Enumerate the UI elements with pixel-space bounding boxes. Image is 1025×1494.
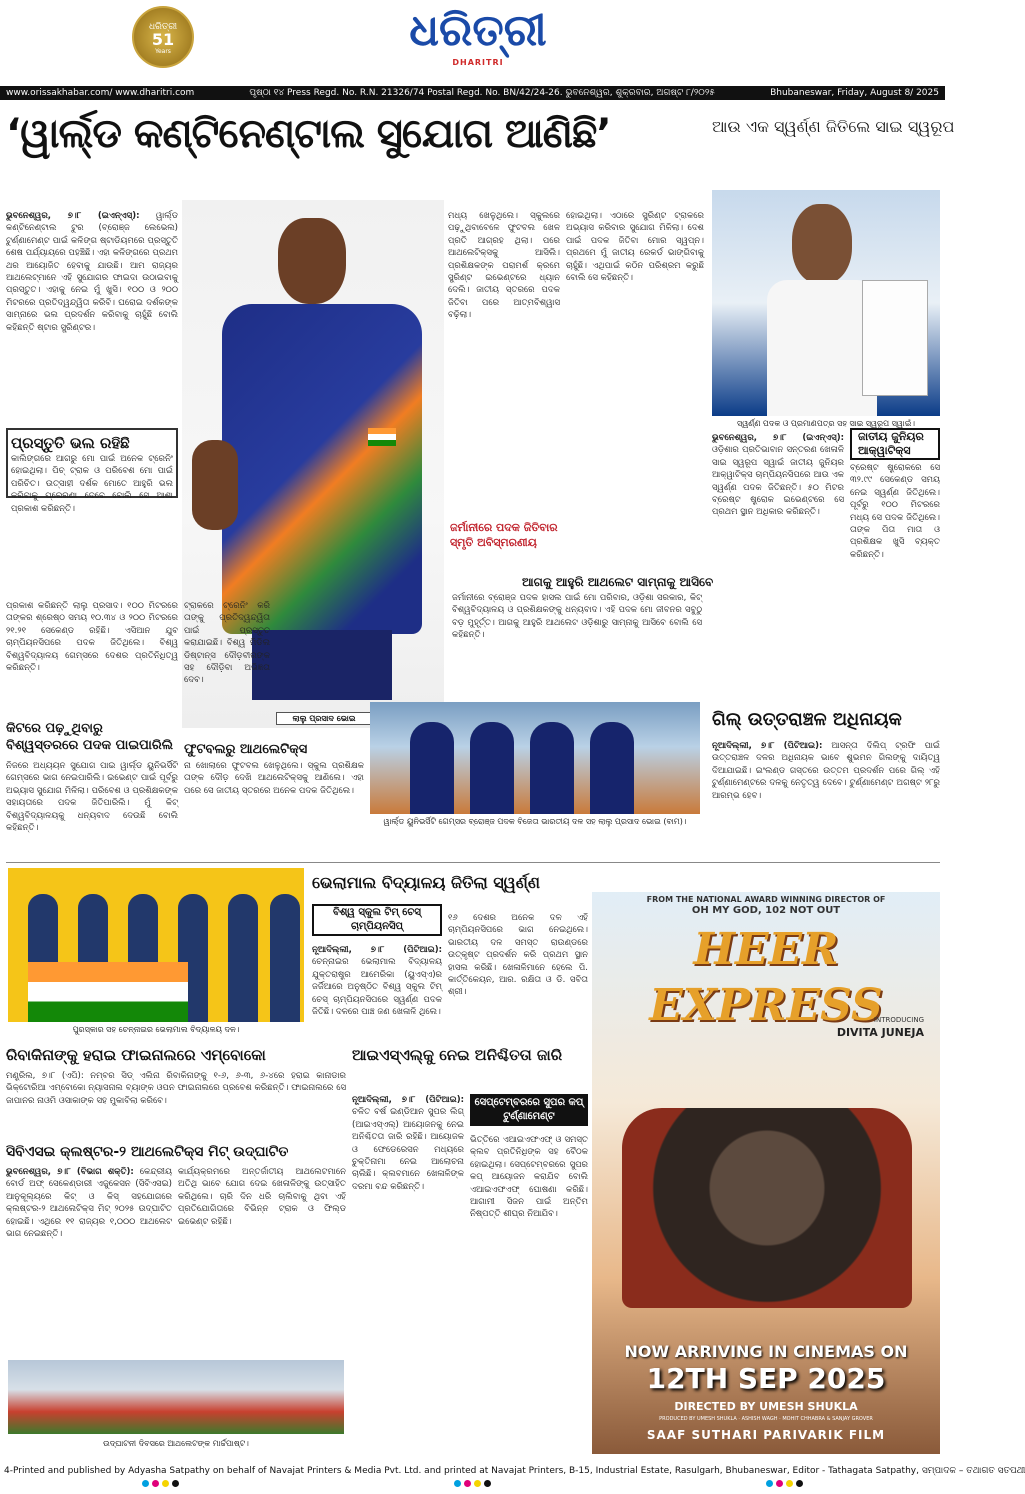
lead-subhead: ପ୍ରସ୍ତୁତି ଭଲ ରହିଛି (11, 434, 130, 452)
athlete-jersey-shape (222, 304, 422, 634)
relay-photo-caption: ୱାର୍ଲ୍ଡ ୟୁନିଭର୍ସିଟି ଗେମ୍ସର ବ୍ରୋଞ୍ଜ ପଦକ ବିଜେତା ଭାରତୀୟ ଦଳ ସହ ଲାଲୁ ପ୍ରସାଦ ଭୋଇ (ବାମ)। (383, 817, 687, 826)
relay-athlete-2 (470, 722, 514, 814)
cbse-dateline: ଭୁବନେଶ୍ୱର, ୭।୮ (ବିଭାଗ ଶକ୍ତି): (6, 1167, 134, 1177)
india-flag-banner (28, 962, 188, 1022)
lead-col6-text: ଟ୍ରାକରେ ଟ୍ରେନିଂ କରି ତାଙ୍କୁ ପ୍ରତିଦ୍ୱନ୍ଦ୍ୱିତା ପାଇଁ ପ୍ରସ୍ତୁତ କରାଯାଇଛି। ବିଶ୍ୱ ମିଡିଲ ଡିଷ୍ଟାନ୍ସ ଦୌଡ଼ବୀରଙ୍କ ସହ ଦୌଡ଼ିବା ଅଭିଜ୍ଞତା ଦେବ। (184, 601, 270, 686)
relay-athlete-1 (410, 722, 454, 814)
movie-advertisement[interactable] (592, 868, 940, 1454)
isl-column-2 (470, 1134, 588, 1456)
ad-credits: PRODUCED BY UMESH SHUKLA · ASHISH WAGH · MOHIT CHHABRA & SANJAY GROVER (659, 1416, 873, 1422)
edition-date: Bhubaneswar, Friday, August 8/ 2025 (770, 88, 939, 98)
gill-text-block (712, 740, 940, 852)
isl-col1-text: ଚଳିତ ବର୍ଷ ଇଣ୍ଡିଆନ ସୁପର ଲିଗ୍ (ଆଇଏସ୍‌ଏଲ୍) ଆୟୋଜନକୁ ନେଇ ଅନିଶ୍ଚିତତା ଜାରି ରହିଛି। ଆୟୋଜକ ଓ ଫେଡେରେସନ ମଧ୍ୟରେ ଚୁକ୍ତିନାମା ନେଇ ଆଲୋଚନା ଚାଲିଛି। କ୍ଲବମାନେ ଖେଳାଳିଙ୍କ ଦରମା ବନ୍ଦ କରିଛନ୍ତି। (352, 1107, 464, 1192)
school-col1-text: ଚେନ୍ନାଇର ଭେଲାମାଲ ବିଦ୍ୟାଳୟ ଯୁକ୍ତରାଷ୍ଟ୍ର ଆମେରିକା (ୟୁଏସ୍‌ଏ)ର ଜର୍ଜିଆରେ ଅନୁଷ୍ଠିତ ବିଶ୍ୱ ସ୍କୁଲ ଟିମ୍ ଚେସ୍ ଚାମ୍ପିୟନସିପରେ ସ୍ୱର୍ଣ୍ଣ ପଦକ ଜିତିଛି। ଦଳରେ ପାଞ୍ଚ ଜଣ ଖେଳାଳି ଥିଲେ। (312, 957, 442, 1018)
side-column-2 (850, 462, 940, 702)
school-team-photo (8, 868, 304, 1022)
ad-tagline-1: FROM THE NATIONAL AWARD WINNING DIRECTOR OF (646, 895, 886, 904)
relay-team-photo (370, 702, 700, 814)
logo-subtext: DHARITRI (452, 58, 504, 67)
athlete-photo-caption: ଲାଲୁ ପ୍ରସାଦ ଭୋଇ (276, 712, 372, 725)
lead-column-5 (6, 600, 178, 710)
lead-headline[interactable]: ‘ୱାର୍ଲ୍ଡ କଣ୍ଟିନେଣ୍ଟାଲ ସୁଯୋଗ ଆଣିଛି’ (6, 111, 611, 157)
lead-col7-text: ନିଜରେ ଅଧ୍ୟୟନ ସୁଯୋଗ ପାଇ ୱାର୍ଲ୍ଡ ୟୁନିଭର୍ସିଟି ଗେମ୍ସରେ ଭାଗ ନେଇପାରିଲି। ଇଭେଣ୍ଟ ପାଇଁ ପୂର୍ବରୁ ଅଭ୍ୟାସ ସୁଯୋଗ ମିଳିଲା। ପରିବେଶ ଓ ପ୍ରଶିକ୍ଷକଙ୍କ ସହାୟତାରେ ପଦକ ଜିତିପାରିଲି। ମୁଁ କିଟ୍‌ ବିଶ୍ୱବିଦ୍ୟାଳୟକୁ ଧନ୍ୟବାଦ ଦେଉଛି ବୋଲି କହିଛନ୍ତି। (6, 761, 178, 834)
lead-subhead-3: ଫୁଟବଲରୁ ଆଥଲେଟିକ୍ସ (184, 742, 308, 757)
side-dateline: ଭୁବନେଶ୍ୱର, ୭।୮ (ଇଏନ୍‌ଏସ୍‌): (712, 433, 844, 443)
lead-column-3 (448, 210, 560, 456)
cbse-headline[interactable]: ସିବିଏସଇ କ୍ଲଷ୍ଟର-୨ ଆଥଲେଟିକ୍ସ ମିଟ୍ ଉଦ୍‌ଘାଟିତ (6, 1144, 289, 1160)
registration-line: ପୃଷ୍ଠା ୧୪ Press Regd. No. R.N. 21326/74 Postal Regd. No. BN/42/24-26. ଭୁବନେଶ୍ୱର, ଶୁକ୍ରବାର, ଅଗଷ୍ଟ ୮/୨୦୨୫ (249, 88, 715, 98)
gill-text: ଆସନ୍ତା ଦିଲିପ୍ ଟ୍ରଫି ପାଇଁ ଉତ୍ତରାଞ୍ଚଳ ଦଳର ଅଧିନାୟକ ଭାବେ ଶୁଭମନ ଗିଲଙ୍କୁ ଦାୟିତ୍ୱ ଦିଆଯାଇଛି। ଇଂଲଣ୍ଡ ଗସ୍ତରେ ଉତ୍ତମ ପ୍ରଦର୍ଶନ ପରେ ଗିଲ୍ ଏହି ଟୁର୍ଣ୍ଣାମେଣ୍ଟରେ ଦଳକୁ ନେତୃତ୍ୱ ଦେବେ। ଟୁର୍ଣ୍ଣାମେଣ୍ଟ ଅଗଷ୍ଟ ୨୮ରୁ ଆରମ୍ଭ ହେବ। (712, 741, 941, 801)
masthead (0, 0, 945, 84)
registration-marks (4, 1480, 941, 1487)
ad-release-line: NOW ARRIVING IN CINEMAS ON (624, 1342, 908, 1361)
footer-imprint (0, 1464, 1025, 1494)
swimmer-head-shape (792, 204, 852, 284)
isl-headline[interactable]: ଆଇଏସ୍‌ଏଲ୍‌କୁ ନେଇ ଅନିଶ୍ଚିତତା ଜାରି (352, 1046, 563, 1064)
ad-director: DIRECTED BY UMESH SHUKLA (674, 1400, 858, 1413)
side-col2-text: ବ୍ରେଷ୍ଟ ଷ୍ଟ୍ରୋକରେ ସେ ୩୨.୯୯ ସେକେଣ୍ଡ ସମୟ ନେଇ ସ୍ୱର୍ଣ୍ଣ ଜିତିଥିଲେ। ପୂର୍ବରୁ ୧୦୦ ମିଟରରେ ମଧ୍ୟ ସେ ପଦକ ଜିତିଥିଲେ। ତାଙ୍କ ପିତା ମାତା ଓ ପ୍ରଶିକ୍ଷକ ଖୁସି ବ୍ୟକ୍ତ କରିଛନ୍ତି। (850, 463, 940, 560)
school-column-2 (448, 912, 588, 1034)
newspaper-logo[interactable] (378, 4, 578, 74)
swimmer-photo-caption: ସ୍ୱର୍ଣ୍ଣ ପଦକ ଓ ପ୍ରମାଣପତ୍ର ସହ ସାଇ ସ୍ୱରୂପ ସ୍ୱାଇଁ। (737, 419, 915, 428)
relay-athlete-3 (530, 722, 574, 814)
india-flag-icon (368, 428, 396, 446)
school-person-5 (228, 894, 258, 1022)
ad-film-title: HEER EXPRESS (649, 924, 883, 1031)
athlete-head-shape (278, 218, 346, 304)
cbse-stadium-photo (8, 1360, 344, 1434)
ad-tagline (592, 894, 940, 916)
school-column-1 (312, 944, 442, 1034)
ad-star-name: DIVITA JUNEJA (836, 1026, 924, 1039)
tennis-text: ମଣ୍ଟ୍ରିଲ, ୭।୮ (ଏପି): ନମ୍ବର ସିଡ୍ ଏଲିନା ରିବାକିନାଙ୍କୁ ୧-୬, ୬-୩, ୬-୪ରେ ହରାଇ କାନାଡାର ଭିକ୍ଟୋରିଆ ଏମ୍‌ବୋକୋ ନ୍ୟାସନାଲ ବ୍ୟାଙ୍କ ଓପନ ଫାଇନାଲରେ ପ୍ରବେଶ କରିଛନ୍ତି। ଫାଇନାଲରେ ସେ ଜାପାନର ନାଓମି ଓସାକାଙ୍କ ସହ ମୁକାବିଲା କରିବେ। (6, 1071, 346, 1106)
gill-headline[interactable]: ଗିଲ୍ ଉତ୍ତରାଞ୍ଚଳ ଅଧିନାୟକ (712, 709, 902, 730)
anniversary-number: 51 (151, 30, 175, 49)
isl-dateline: ନୂଆଦିଲ୍ଲୀ, ୭।୮ (ପିଟିଆଇ): (352, 1095, 464, 1105)
anniversary-badge (132, 6, 194, 68)
anniversary-label: ଧରିତ୍ରୀ (148, 22, 178, 32)
logo-text: ଧରିତ୍ରୀ (409, 5, 547, 56)
lead-column-4 (566, 210, 704, 562)
section-divider (6, 862, 940, 863)
victory-hand-shape (192, 440, 238, 530)
lead-box-text: କାଲିଙ୍ଗରେ ଆଗରୁ ମୋ ପାଇଁ ଅନେକ ଟ୍ରେନିଂ ହୋଇଥିଲା। ପିଚ୍‌ ଟ୍ରାକ ଓ ପରିବେଶ ମୋ ପାଇଁ ପରିଚିତ। ଉତ୍ସାହୀ ଦର୍ଶକ ମୋତେ ଆହୁରି ଭଲ କରିବାକୁ ପ୍ରେରଣା ଦେବେ ବୋଲି ସେ ଆଶା ପ୍ରକାଶ କରିଛନ୍ତି। (11, 454, 173, 514)
side-col1-text: ଓଡ଼ିଶାର ପ୍ରତିଭାବାନ ସନ୍ତରଣ ଖେଳାଳି ସାଇ ସ୍ୱରୂପ ସ୍ୱାଇଁ ଜାତୀୟ ଜୁନିୟର ଆକ୍ୱାଟିକ୍ସ ଚାମ୍ପିୟନସିପରେ ଆଉ ଏକ ସ୍ୱର୍ଣ୍ଣ ପଦକ ଜିତିଛନ୍ତି। ୫୦ ମିଟର ବ୍ରେଷ୍ଟ ଷ୍ଟ୍ରୋକ ଇଭେଣ୍ଟରେ ସେ ପ୍ରଥମ ସ୍ଥାନ ଅଧିକାର କରିଛନ୍ତି। (712, 445, 844, 518)
swimmer-body-shape (767, 280, 877, 416)
isl-box-head: ସେପ୍ଟେମ୍ବରରେ ସୁପର କପ୍ ଟୁର୍ଣ୍ଣାମେଣ୍ଟ (470, 1094, 588, 1126)
side-headline[interactable]: ଆଉ ଏକ ସ୍ୱର୍ଣ୍ଣ ଜିତିଲେ ସାଇ ସ୍ୱରୂପ (712, 117, 955, 136)
school-person-6 (270, 894, 300, 1022)
lead-column-7 (6, 760, 178, 864)
athlete-shorts-shape (252, 630, 392, 700)
relay-athlete-4 (590, 722, 634, 814)
swimmer-photo (712, 190, 940, 416)
cbse-col2-text: କାର୍ଯ୍ୟକ୍ରମରେ ଅନ୍ତର୍ଜାତୀୟ ଆଥଲେଟମାନେ ଅତିଥି ଭାବେ ଯୋଗ ଦେଇ ଖେଳାଳିଙ୍କୁ ଉତ୍ସାହିତ କରିଥିଲେ। ଚାରି ଦିନ ଧରି ଚାଲିବାକୁ ଥିବା ଏହି ପ୍ରତିଯୋଗିତାରେ ବିଭିନ୍ନ ଟ୍ରାକ ଓ ଫିଲ୍ଡ ଇଭେଣ୍ଟ ରହିଛି। (178, 1167, 346, 1227)
school-dateline: ନୂଆଦିଲ୍ଲୀ, ୭।୮ (ପିଟିଆଇ): (312, 945, 442, 955)
cbse-col1-text: କେନ୍ଦ୍ରୀୟ ବୋର୍ଡ ଅଫ୍ ସେକେଣ୍ଡାରୀ ଏଜୁକେସନ (ସିବିଏସଇ) ଆନୁକୂଲ୍ୟରେ କିଟ୍ ଓ କିସ୍ ସହଯୋଗରେ କ୍ଲଷ୍ଟର-୨ ଆଥଲେଟିକ୍ସ ମିଟ୍ ୨୦୨୫ ଉଦ୍‌ଘାଟିତ ହୋଇଛି। ଏଥିରେ ୧୧ ରାଜ୍ୟର ୧,୦୦୦ ଆଥଲେଟ ଭାଗ ନେଇଛନ୍ତି। (6, 1167, 172, 1240)
isl-column-1 (352, 1094, 464, 1456)
cbse-column-1 (6, 1166, 172, 1356)
school-box-head: ବିଶ୍ୱ ସ୍କୁଲ ଟିମ୍ ଚେସ୍ ଚାମ୍ପିୟନସିପ୍ (312, 904, 442, 936)
lead-subbox (6, 428, 178, 514)
relay-subhead: ଆଗକୁ ଆହୁରି ଆଥଲେଟ ସାମ୍ନାକୁ ଆସିବେ (522, 575, 714, 589)
lead-col1-text: ୱାର୍ଲ୍ଡ କଣ୍ଟିନେଣ୍ଟାଲ ଟୁର (ବ୍ରୋଞ୍ଜ ଲେଭେଲ) ଟୁର୍ଣ୍ଣାମେଣ୍ଟ ପାଇଁ କଳିଙ୍ଗ ଷ୍ଟାଡିୟମରେ ପ୍ରସ୍ତୁତି ଶେଷ ପର୍ଯ୍ୟାୟରେ ପହଞ୍ଚିଛି। ଏହା କଳିଙ୍ଗରେ ପ୍ରଥମ ଥର ଆୟୋଜିତ ହେବାକୁ ଯାଉଛି। ଆମ ରାଜ୍ୟର ଆଥଲେଟ୍‌ମାନେ ଏହି ସୁଯୋଗର ଫାଇଦା ଉଠାଇବାକୁ ପ୍ରସ୍ତୁତ। ଏହାକୁ ନେଇ ମୁଁ ଖୁସି। ୧୦୦ ଓ ୨୦୦ ମିଟରରେ ପ୍ରତିଦ୍ୱନ୍ଦ୍ୱିତା କରିବି। ଘରୋଇ ଦର୍ଶକଙ୍କ ସାମ୍ନାରେ ଭଲ ପ୍ରଦର୍ଶନ କରିବାକୁ ଚାହୁଁଛି ବୋଲି କହିଛନ୍ତି ଷ୍ଟାର ସ୍ପ୍ରିଣ୍ଟର। (6, 211, 178, 333)
relay-text: ଜର୍ମାନୀରେ ବ୍ରୋଞ୍ଜ ପଦକ ହାସଲ ପାଇଁ ମୋ ପରିବାର, ଓଡ଼ିଶା ସରକାର, କିଟ୍‌ ବିଶ୍ୱବିଦ୍ୟାଳୟ ଓ ପ୍ରଶିକ୍ଷକଙ୍କୁ ଧନ୍ୟବାଦ। ଏହି ପଦକ ମୋ ଜୀବନର ସବୁଠୁ ବଡ଼ ମୁହୂର୍ତ୍ତ। ଆଗକୁ ଆହୁରି ଆଥଲେଟ ଓଡ଼ିଶାରୁ ସାମ୍ନାକୁ ଆସିବେ ବୋଲି ସେ କହିଛନ୍ତି। (452, 593, 702, 641)
side-column-1 (712, 432, 844, 702)
cmyk-mark-1 (142, 1480, 179, 1487)
gill-dateline: ନୂଆଦିଲ୍ଲୀ, ୭।୮ (ପିଟିଆଇ): (712, 741, 823, 751)
lead-pull-quote: ଜର୍ମାନୀରେ ପଦକ ଜିତିବାର ସ୍ମୃତି ଅବିସ୍ମରଣୀୟ (450, 521, 558, 549)
ad-slogan: SAAF SUTHARI PARIVARIK FILM (646, 1428, 886, 1442)
lead-col4-text: ହୋଇଥିଲା। ଏଠାରେ ସ୍ପ୍ରିଣ୍ଟ ଟ୍ରାକରେ ଅଭ୍ୟାସ କରିବାର ସୁଯୋଗ ମିଳିଲା। ଦେଶ ପାଇଁ ପଦକ ଜିତିବା ମୋର ସ୍ୱପ୍ନ। ପ୍ରଥମେ ମୁଁ ଜାତୀୟ ରେକର୍ଡ ଭାଙ୍ଗିବାକୁ ଚାହୁଁଛି। ଏଥିପାଇଁ କଠିନ ପରିଶ୍ରମ କରୁଛି ବୋଲି ସେ କହିଛନ୍ତି। (566, 211, 704, 284)
info-strip (0, 86, 945, 100)
ad-tagline-2: OH MY GOD, 102 NOT OUT (691, 905, 841, 916)
ad-logo-bar (592, 868, 940, 892)
school-headline[interactable]: ଭେଲାମାଲ ବିଦ୍ୟାଳୟ ଜିତିଲା ସ୍ୱର୍ଣ୍ଣ (312, 873, 540, 892)
ad-introducing: INTRODUCING (873, 1016, 924, 1024)
tennis-headline[interactable]: ରିବାକିନାଙ୍କୁ ହରାଇ ଫାଇନାଲରେ ଏମ୍‌ବୋକୋ (6, 1046, 266, 1064)
ad-release-date: 12TH SEP 2025 (646, 1362, 886, 1395)
lead-subhead-2: କିଟରେ ପଢ଼ୁଥିବାରୁ ବିଶ୍ୱସ୍ତରରେ ପଦକ ପାଇପାରିଲି (6, 721, 174, 753)
lead-dateline: ଭୁବନେଶ୍ୱର, ୭।୮ (ଇଏନ୍‌ଏସ୍‌): (6, 211, 140, 221)
footer-imprint-text: 4-Printed and published by Adyasha Satpathy on behalf of Navajat Printers & Media Pvt. Ltd. and printed at Navajat Printers, B-15, Industrial Estate, Rasulgarh, Bhubaneswar, Editor - Tathagata Satpathy, ସମ୍ପାଦକ – ତଥାଗତ ସତପଥୀ (4, 1466, 1025, 1476)
anniversary-unit: Years (155, 48, 171, 55)
lead-column-8 (184, 760, 364, 864)
lead-column-6 (184, 600, 270, 710)
lead-col8-text: ନା ଖୋଲାରେ ଫୁଟବଲ ଖେଳୁଥିଲେ। ସ୍କୁଲ ପ୍ରଶିକ୍ଷକ ତାଙ୍କ ଦୌଡ଼ ଦେଖି ଆଥଲେଟିକ୍ସକୁ ଆଣିଲେ। ଏହା ପରେ ସେ ଜାତୀୟ ସ୍ତରରେ ଅନେକ ପଦକ ଜିତିଥିଲେ। (184, 761, 364, 796)
ad-train-illustration (622, 1108, 912, 1308)
school-col2-text: ୧୬ ଦେଶର ଅନେକ ଦଳ ଏହି ଚାମ୍ପିୟନସିପରେ ଭାଗ ନେଇଥିଲେ। ଭାରତୀୟ ଦଳ ସମସ୍ତ ରାଉଣ୍ଡରେ ଉତ୍କୃଷ୍ଟ ପ୍ରଦର୍ଶନ କରି ପ୍ରଥମ ସ୍ଥାନ ହାସଲ କରିଛି। ଖେଳାଳିମାନେ ହେଲେ ପି. କାର୍ତ୍ତିକେୟନ, ଆର. ରକ୍ଷିତା ଓ ଡି. ସବିତା ଶ୍ରୀ। (448, 913, 588, 998)
cmyk-mark-2 (454, 1480, 491, 1487)
school-photo-caption: ପୁରସ୍କାର ସହ ଚେନ୍ନାଇର ଭେଲାମାଲ ବିଦ୍ୟାଳୟ ଦଳ। (72, 1025, 240, 1034)
cbse-column-2 (178, 1166, 346, 1356)
lead-col5-text: ପ୍ରକାଶ କରିଛନ୍ତି ଲାଲୁ ପ୍ରସାଦ। ୧୦୦ ମିଟରରେ ତାଙ୍କର ଶ୍ରେଷ୍ଠ ସମୟ ୧୦.୩୪ ଓ ୨୦୦ ମିଟରରେ ୨୧.୨୧ ସେକେଣ୍ଡ ରହିଛି। ଏସିଆନ ଯୁବ ଚାମ୍ପିୟନସିପରେ ପଦକ ଜିତିଥିଲେ। ବିଶ୍ୱ ବିଶ୍ୱବିଦ୍ୟାଳୟ ଗେମ୍ସରେ ଦେଶର ପ୍ରତିନିଧିତ୍ୱ କରିଛନ୍ତି। (6, 601, 178, 674)
cmyk-mark-3 (766, 1480, 803, 1487)
isl-col2-text: ଭିତ୍ତିରେ ଏଆଇଏଫଏଫ୍ ଓ ସମସ୍ତ କ୍ଲବ ପ୍ରତିନିଧିଙ୍କ ସହ ବୈଠକ ହୋଇଥିଲା। ସେପ୍ଟେମ୍ବରରେ ସୁପର କପ୍ ଆୟୋଜନ କରାଯିବ ବୋଲି ଏଆଇଏଫଏଫ୍ ଘୋଷଣା କରିଛି। ଆଗାମୀ ସିଜନ ପାଇଁ ଅନ୍ତିମ ନିଷ୍ପତ୍ତି ଶୀଘ୍ର ନିଆଯିବ। (470, 1135, 588, 1220)
lead-column-1 (6, 210, 178, 430)
side-box-head: ଜାତୀୟ ଜୁନିୟର ଆକ୍ୱାଟିକ୍ସ (850, 428, 940, 460)
website-links[interactable]: www.orissakhabar.com/ www.dharitri.com (6, 88, 195, 98)
cbse-photo-caption: ଉଦ୍‌ଘାଟନୀ ଦିବସରେ ଆଥଲେଟଙ୍କ ମାର୍ଚ୍ଚପାଷ୍ଟ। (103, 1439, 249, 1448)
certificate-shape (862, 280, 928, 396)
lead-col3-text: ମଧ୍ୟ ଖେଳୁଥିଲେ। ସ୍କୁଲରେ ପଢ଼ୁଥିବାବେଳେ ଫୁଟବଲ ଖେଳ ପ୍ରତି ଆଗ୍ରହ ଥିଲା। ପରେ ଆଥଲେଟିକ୍ସକୁ ଆସିଲି। ପ୍ରଶିକ୍ଷକଙ୍କ ପରାମର୍ଶ କ୍ରମେ ସ୍ପ୍ରିଣ୍ଟ ଇଭେଣ୍ଟରେ ଧ୍ୟାନ ଦେଲି। ଜାତୀୟ ସ୍ତରରେ ପଦକ ଜିତିବା ପରେ ଆତ୍ମବିଶ୍ୱାସ ବଢ଼ିଲା। (448, 211, 560, 321)
